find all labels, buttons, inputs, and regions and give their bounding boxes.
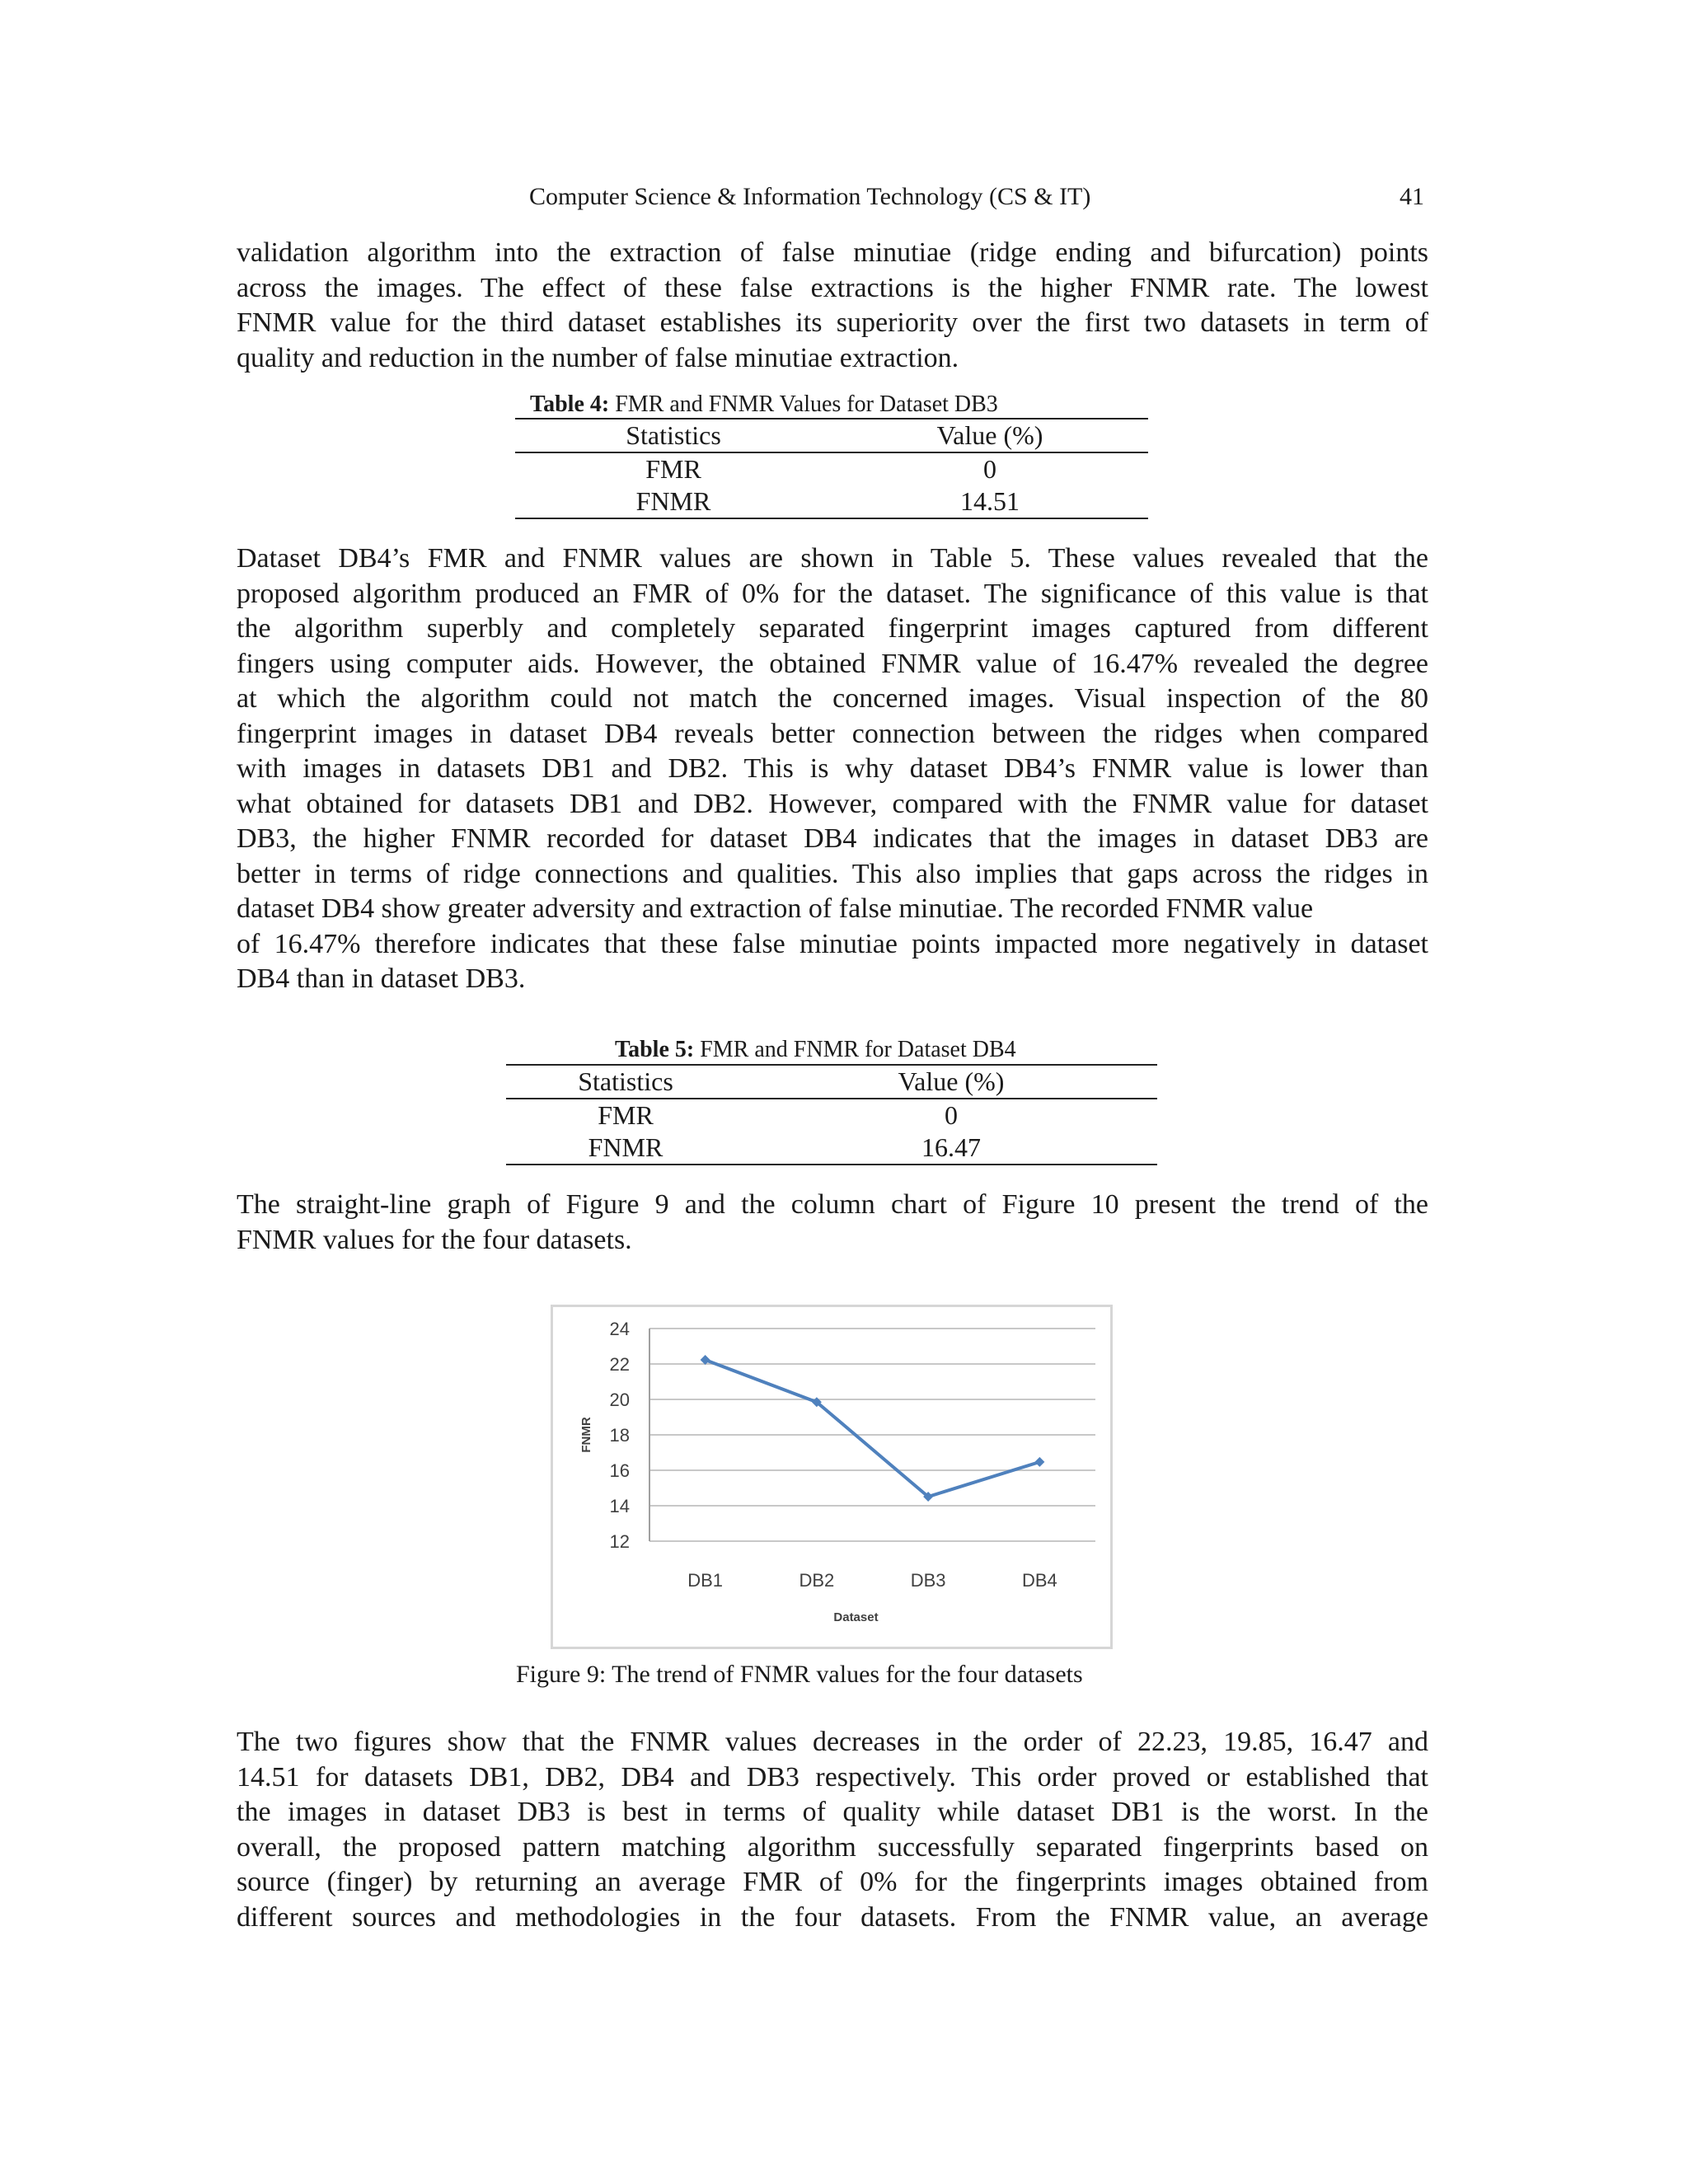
text-line: source (finger) by returning an average FMR of 0% for the fingerprints images obtained from bbox=[237, 1867, 1428, 1897]
table-header-cell: Statistics bbox=[515, 419, 832, 452]
table-5-caption bbox=[615, 1037, 1016, 1063]
page-number: 41 bbox=[1400, 183, 1424, 210]
figure-9-chart bbox=[551, 1305, 1113, 1649]
running-header: Computer Science & Information Technology (CS & IT) bbox=[529, 183, 1091, 210]
y-tick-label: 20 bbox=[609, 1390, 630, 1410]
table-cell: FMR bbox=[645, 454, 701, 484]
table-row bbox=[506, 1132, 1157, 1165]
text-line: The straight-line graph of Figure 9 and the column chart of Figure 10 present the trend of the bbox=[237, 1189, 1428, 1220]
figure-9-caption: Figure 9: The trend of FNMR values for the four datasets bbox=[516, 1661, 1083, 1688]
text-line: overall, the proposed pattern matching algorithm successfully separated fingerprints based on bbox=[237, 1831, 1428, 1863]
paragraph-3 bbox=[237, 1188, 1428, 1258]
table-header-row bbox=[515, 419, 1148, 452]
paragraph-2 bbox=[237, 541, 1428, 997]
x-tick-label: DB3 bbox=[910, 1570, 946, 1591]
table-cell: FNMR bbox=[506, 1132, 745, 1165]
text-line: fingers using computer aids. However, the obtained FNMR value of 16.47% revealed the degree bbox=[237, 648, 1428, 679]
text-line: what obtained for datasets DB1 and DB2. However, compared with the FNMR value for dataset bbox=[237, 788, 1428, 819]
table-4-caption bbox=[530, 391, 998, 418]
table-cell: 0 bbox=[945, 1100, 958, 1130]
table-5-label: Table 5: bbox=[615, 1037, 695, 1062]
x-tick-label: DB2 bbox=[799, 1570, 835, 1591]
text-line: the algorithm superbly and completely separated fingerprint images captured from different bbox=[237, 613, 1428, 644]
table-cell: 16.47 bbox=[745, 1132, 1157, 1165]
y-tick-label: 22 bbox=[609, 1354, 630, 1375]
text-line: validation algorithm into the extraction of false minutiae (ridge ending and bifurcation) points bbox=[237, 237, 1428, 268]
text-line: DB3, the higher FNMR recorded for dataset DB4 indicates that the images in dataset DB3 are bbox=[237, 823, 1428, 854]
text-line: Dataset DB4’s FMR and FNMR values are shown in Table 5. These values revealed that the bbox=[237, 543, 1428, 574]
x-tick-label: DB4 bbox=[1021, 1570, 1057, 1591]
table-5-title: FMR and FNMR for Dataset DB4 bbox=[694, 1037, 1016, 1062]
fnmr-line-chart bbox=[553, 1307, 1110, 1647]
x-tick-label: DB1 bbox=[687, 1570, 724, 1591]
y-tick-label: 14 bbox=[609, 1496, 630, 1516]
text-line: FNMR values for the four datasets. bbox=[237, 1224, 632, 1255]
y-tick-label: 24 bbox=[609, 1319, 630, 1339]
text-line: across the images. The effect of these false extractions is the higher FNMR rate. The lowest bbox=[237, 272, 1428, 303]
table-cell: FNMR bbox=[515, 485, 832, 518]
table-row bbox=[515, 485, 1148, 518]
table-header-cell: Value (%) bbox=[745, 1065, 1157, 1099]
text-line: of 16.47% therefore indicates that these false minutiae points impacted more negatively in dataset bbox=[237, 928, 1428, 959]
table-cell: 0 bbox=[983, 454, 996, 484]
table-cell: FMR bbox=[598, 1100, 654, 1130]
y-tick-label: 12 bbox=[609, 1531, 630, 1552]
table-cell: 14.51 bbox=[832, 485, 1148, 518]
x-axis-title: Dataset bbox=[833, 1610, 879, 1624]
y-tick-label: 16 bbox=[609, 1460, 630, 1481]
series-line-fnmr bbox=[706, 1360, 1040, 1497]
text-line: the images in dataset DB3 is best in terms of quality while dataset DB1 is the worst. In the bbox=[237, 1797, 1428, 1827]
text-line: fingerprint images in dataset DB4 reveals better connection between the ridges when compared bbox=[237, 718, 1428, 749]
text-line: with images in datasets DB1 and DB2. This is why dataset DB4’s FNMR value is lower than bbox=[237, 753, 1428, 784]
text-line: The two figures show that the FNMR values decreases in the order of 22.23, 19.85, 16.47 and bbox=[237, 1727, 1428, 1757]
text-line: proposed algorithm produced an FMR of 0% for the dataset. The significance of this value is that bbox=[237, 578, 1428, 609]
y-tick-label: 18 bbox=[609, 1425, 630, 1446]
table-header-cell: Value (%) bbox=[832, 419, 1148, 452]
table-row bbox=[515, 452, 1148, 485]
table-4 bbox=[515, 418, 1148, 519]
paragraph-1 bbox=[237, 236, 1428, 376]
table-header-cell: Statistics bbox=[506, 1065, 745, 1099]
text-line: 14.51 for datasets DB1, DB2, DB4 and DB3 respectively. This order proved or established that bbox=[237, 1761, 1428, 1793]
text-line: at which the algorithm could not match the concerned images. Visual inspection of the 80 bbox=[237, 683, 1428, 714]
data-point-db4 bbox=[1034, 1457, 1044, 1467]
text-line: FNMR value for the third dataset establishes its superiority over the first two datasets in term of bbox=[237, 307, 1428, 338]
table-5 bbox=[506, 1064, 1157, 1165]
table-4-label: Table 4: bbox=[530, 391, 610, 417]
table-row bbox=[506, 1099, 1157, 1132]
table-header-row bbox=[506, 1065, 1157, 1099]
text-line: better in terms of ridge connections and qualities. This also implies that gaps across the ridges in bbox=[237, 858, 1428, 889]
text-line: quality and reduction in the number of false minutiae extraction. bbox=[237, 342, 959, 373]
text-line: dataset DB4 show greater adversity and extraction of false minutiae. The recorded FNMR value bbox=[237, 893, 1314, 924]
text-line: DB4 than in dataset DB3. bbox=[237, 963, 526, 994]
text-line: different sources and methodologies in the four datasets. From the FNMR value, an average bbox=[237, 1901, 1428, 1933]
y-axis-title: FNMR bbox=[579, 1417, 593, 1453]
paragraph-4 bbox=[237, 1725, 1428, 1935]
table-4-title: FMR and FNMR Values for Dataset DB3 bbox=[609, 391, 998, 417]
